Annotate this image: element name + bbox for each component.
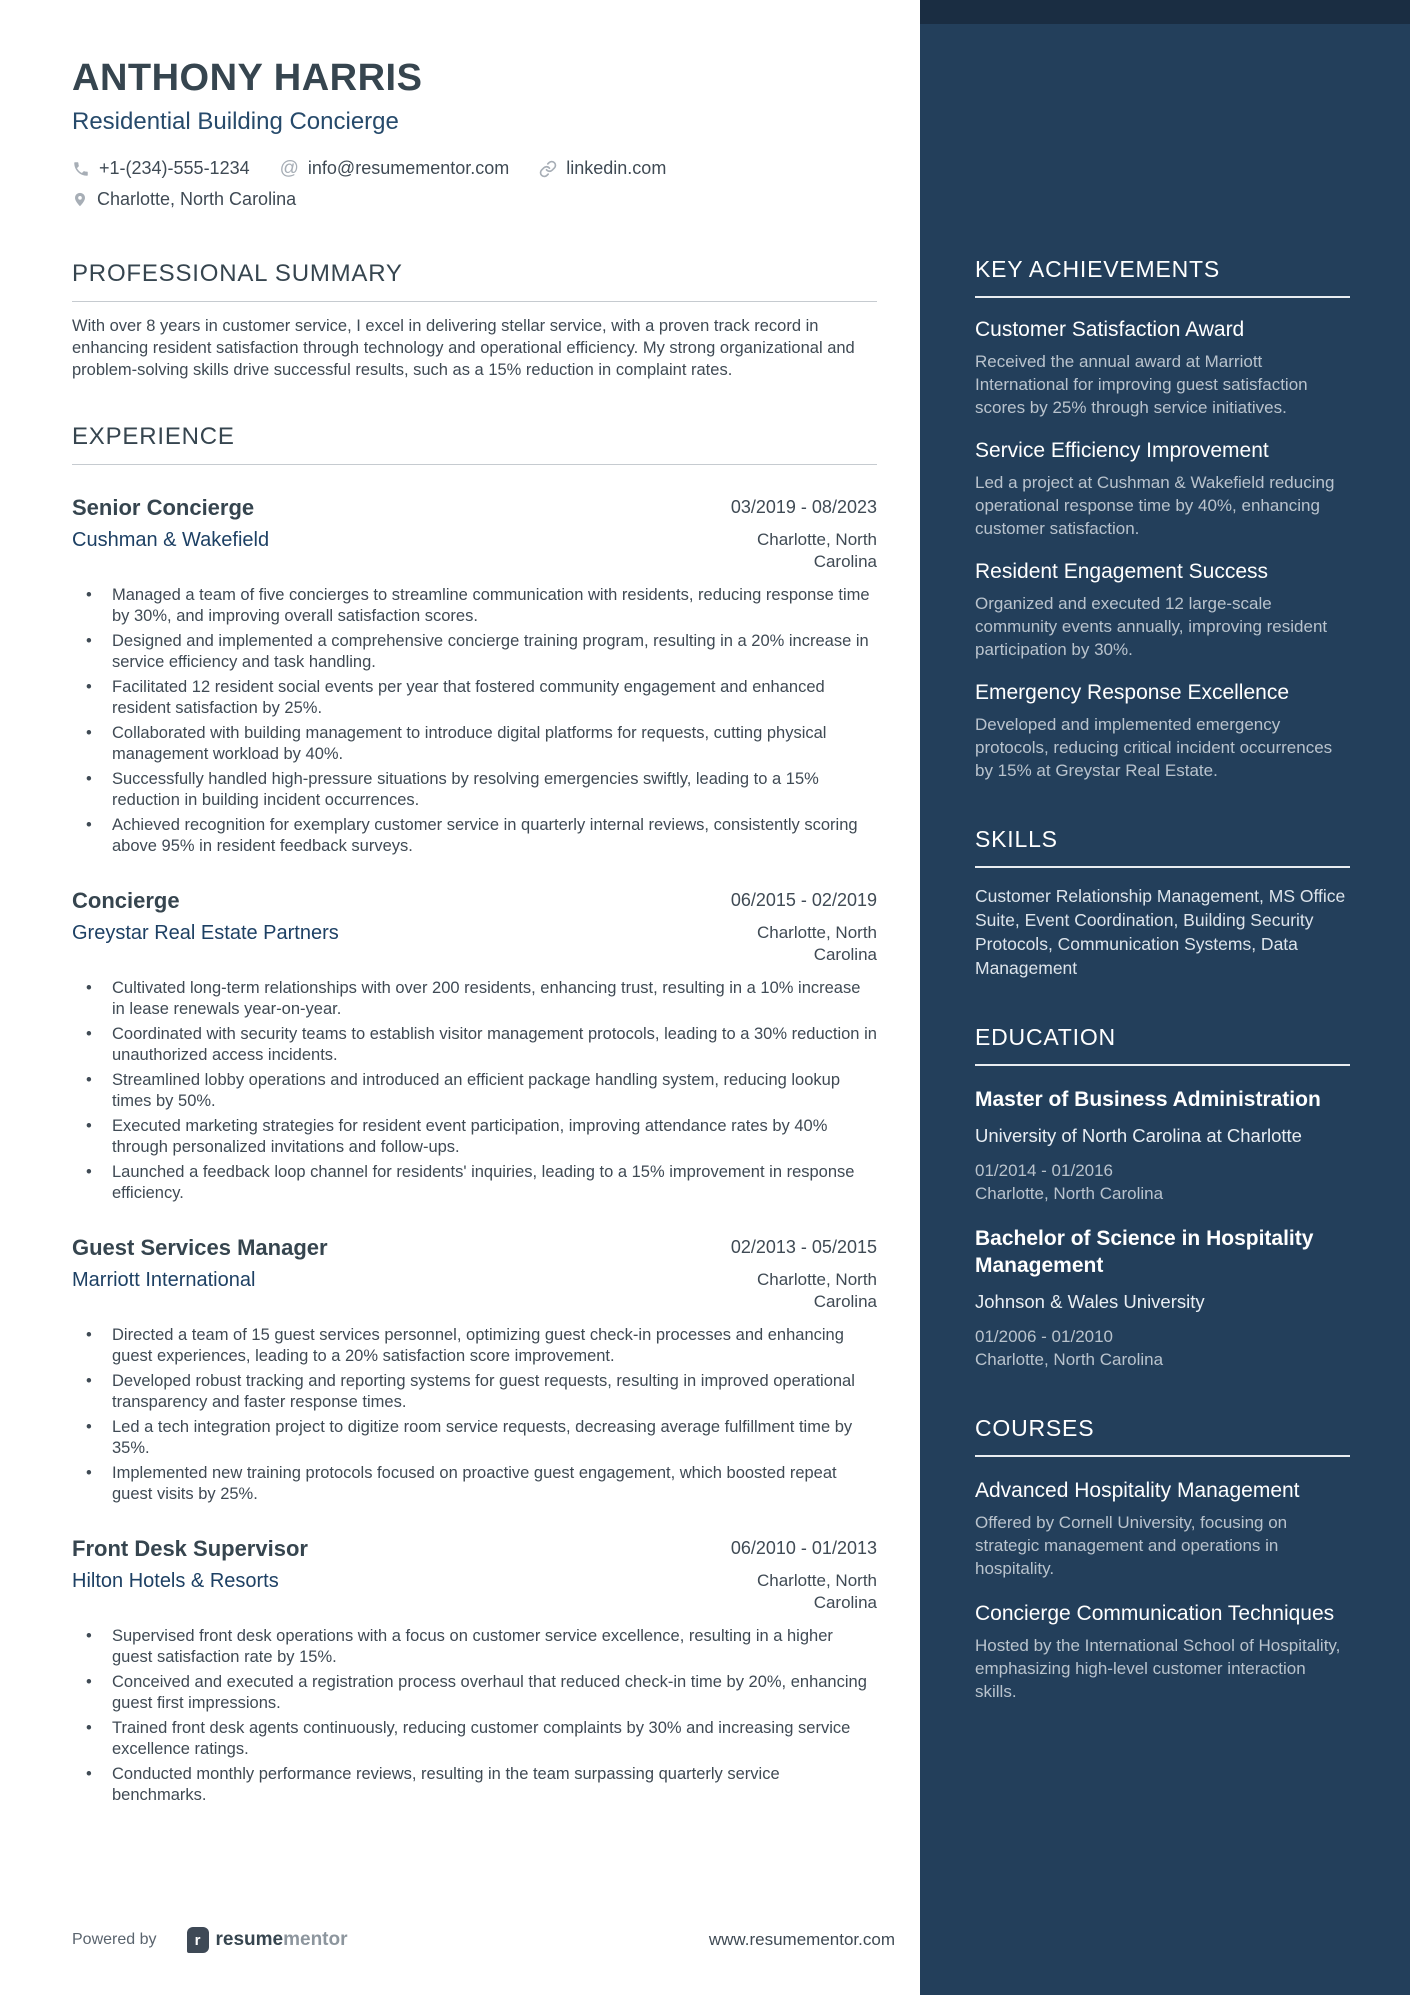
- job-subheader: [72, 1570, 877, 1614]
- job-bullet: • Streamlined lobby operations and introduced an efficient package handling system, reducing lookup times by 50%.: [72, 1070, 877, 1113]
- job-subheader: [72, 1269, 877, 1313]
- job-header: [72, 888, 877, 914]
- job-bullet: • Designed and implemented a comprehensive concierge training program, resulting in a 20% increase in service efficiency and task handling.: [72, 631, 877, 674]
- achievement-item: [975, 558, 1350, 661]
- achievement-text: Led a project at Cushman & Wakefield reducing operational response time by 40%, enhancing customer satisfaction.: [975, 473, 1335, 538]
- education-dates: 01/2006 - 01/2010: [975, 1327, 1114, 1346]
- education-school: Johnson & Wales University: [975, 1291, 1205, 1312]
- job-company: Cushman & Wakefield: [72, 528, 270, 551]
- sidebar: [920, 0, 1410, 1995]
- link-icon: [539, 160, 557, 178]
- achievement-text: Received the annual award at Marriott International for improving guest satisfaction scores by 25% through service initiatives.: [975, 352, 1308, 417]
- job-bullet: • Cultivated long-term relationships with over 200 residents, enhancing trust, resulting in a 10% increase in lease renewals year-on-year.: [72, 978, 877, 1021]
- course-item: [975, 1477, 1350, 1580]
- job-location: Charlotte, North Carolina: [757, 922, 877, 964]
- location-text: Charlotte, North Carolina: [97, 188, 297, 209]
- phone-icon: [72, 160, 90, 178]
- education-degree: Bachelor of Science in Hospitality Management: [975, 1227, 1314, 1277]
- job-bullets: [72, 1325, 877, 1506]
- skills-text: Customer Relationship Management, MS Office Suite, Event Coordination, Building Security Protocols, Communication Systems, Data Management: [975, 886, 1346, 978]
- achievement-title: Emergency Response Excellence: [975, 681, 1289, 704]
- page-footer: [72, 1927, 895, 1953]
- courses-section: [975, 1415, 1350, 1703]
- education-item: [975, 1086, 1350, 1205]
- brand-name-bold: resume: [215, 1929, 284, 1950]
- course-item: [975, 1600, 1350, 1703]
- course-title: Concierge Communication Techniques: [975, 1602, 1335, 1625]
- job-header: [72, 495, 877, 521]
- brand-name-light: mentor: [283, 1929, 348, 1950]
- skills-heading: SKILLS: [975, 826, 1350, 868]
- job-title: Concierge: [72, 887, 180, 913]
- job-dates: 03/2019 - 08/2023: [730, 496, 877, 517]
- experience-job: [72, 1235, 877, 1506]
- job-bullet: • Collaborated with building management to introduce digital platforms for requests, cutting physical management workload by 40%.: [72, 723, 877, 766]
- job-dates: 06/2010 - 01/2013: [730, 1537, 877, 1558]
- job-title: Front Desk Supervisor: [72, 1535, 308, 1561]
- summary-heading: PROFESSIONAL SUMMARY: [72, 260, 877, 302]
- education-location: Charlotte, North Carolina: [975, 1350, 1164, 1369]
- job-bullet: • Achieved recognition for exemplary customer service in quarterly internal reviews, consistently scoring above 95% in resident feedback surveys.: [72, 815, 877, 858]
- course-text: Offered by Cornell University, focusing on strategic management and operations in hospitality.: [975, 1513, 1288, 1578]
- job-location: Charlotte, North Carolina: [757, 1269, 877, 1311]
- summary-text: With over 8 years in customer service, I excel in delivering stellar service, with a proven track record in enhancing resident satisfaction through technology and operational efficiency. My strong organizational and problem-solving skills drive successful results, such as a 15% reduction in complaint rates.: [72, 316, 855, 379]
- job-bullet: • Trained front desk agents continuously, reducing customer complaints by 30% and increasing service excellence ratings.: [72, 1718, 877, 1761]
- job-header: [72, 1235, 877, 1261]
- job-company: Hilton Hotels & Resorts: [72, 1569, 279, 1592]
- job-bullet: • Launched a feedback loop channel for residents' inquiries, leading to a 15% improvement in response efficiency.: [72, 1162, 877, 1205]
- powered-by-label: Powered by: [72, 1931, 157, 1948]
- job-company: Marriott International: [72, 1268, 256, 1291]
- job-dates: 02/2013 - 05/2015: [730, 1236, 877, 1257]
- job-bullet: • Developed robust tracking and reporting systems for guest requests, resulting in improved operational transparency and faster response times.: [72, 1371, 877, 1414]
- job-bullet: • Successfully handled high-pressure situations by resolving emergencies swiftly, leading to a 15% reduction in building incident occurrences.: [72, 769, 877, 812]
- job-location: Charlotte, North Carolina: [757, 1570, 877, 1612]
- job-bullet: • Managed a team of five concierges to streamline communication with residents, reducing response time by 30%, and improving overall satisfaction scores.: [72, 585, 877, 628]
- location-row: [72, 189, 877, 210]
- job-subheader: [72, 529, 877, 573]
- resumementor-logo-icon: r: [187, 1927, 209, 1953]
- job-company: Greystar Real Estate Partners: [72, 921, 339, 944]
- experience-job: [72, 888, 877, 1205]
- location-contact: [72, 189, 296, 210]
- at-icon: @: [279, 157, 299, 179]
- job-bullet: • Supervised front desk operations with a focus on customer service excellence, resulting in a higher guest satisfaction rate by 15%.: [72, 1626, 877, 1669]
- job-bullets: [72, 585, 877, 858]
- brand-logo: [187, 1927, 348, 1953]
- education-school: University of North Carolina at Charlotte: [975, 1125, 1302, 1146]
- job-subheader: [72, 922, 877, 966]
- phone-number: +1-(234)-555-1234: [99, 158, 250, 179]
- experience-heading: EXPERIENCE: [72, 423, 877, 465]
- education-section: [975, 1024, 1350, 1371]
- job-header: [72, 1536, 877, 1562]
- linkedin-url[interactable]: linkedin.com: [566, 158, 667, 179]
- job-title: Guest Services Manager: [72, 1234, 328, 1260]
- achievement-item: [975, 437, 1350, 540]
- location-pin-icon: [72, 190, 88, 209]
- experience-job: [72, 1536, 877, 1807]
- job-bullet: • Implemented new training protocols focused on proactive guest engagement, which boosted repeat guest visits by 25%.: [72, 1463, 877, 1506]
- education-heading: EDUCATION: [975, 1024, 1350, 1066]
- job-bullets: [72, 978, 877, 1205]
- skills-section: [975, 826, 1350, 980]
- email-contact[interactable]: [280, 158, 510, 180]
- person-name: ANTHONY HARRIS: [72, 57, 423, 99]
- achievement-text: Developed and implemented emergency protocols, reducing critical incident occurrences by 15% at Greystar Real Estate.: [975, 715, 1333, 780]
- education-location: Charlotte, North Carolina: [975, 1184, 1164, 1203]
- education-item: [975, 1225, 1350, 1371]
- job-bullet: • Conceived and executed a registration process overhaul that reduced check-in time by 20%, enhancing guest first impressions.: [72, 1672, 877, 1715]
- courses-heading: COURSES: [975, 1415, 1350, 1457]
- linkedin-contact[interactable]: [539, 158, 666, 179]
- job-bullet: • Led a tech integration project to digitize room service requests, decreasing average fulfillment time by 35%.: [72, 1417, 877, 1460]
- education-degree: Master of Business Administration: [975, 1088, 1321, 1111]
- job-bullet: • Directed a team of 15 guest services personnel, optimizing guest check-in processes and enhancing guest experiences, leading to a 20% satisfaction score improvement.: [72, 1325, 877, 1368]
- job-location: Charlotte, North Carolina: [757, 529, 877, 571]
- achievement-item: [975, 679, 1350, 782]
- job-bullets: [72, 1626, 877, 1807]
- contact-row: [72, 158, 877, 180]
- job-bullet: • Coordinated with security teams to establish visitor management protocols, leading to a 30% reduction in unauthorized access incidents.: [72, 1024, 877, 1067]
- achievement-text: Organized and executed 12 large-scale community events annually, improving resident participation by 30%.: [975, 594, 1328, 659]
- job-bullet: • Facilitated 12 resident social events per year that fostered community engagement and enhanced resident satisfaction by 25%.: [72, 677, 877, 720]
- email-address[interactable]: info@resumementor.com: [307, 158, 510, 179]
- achievement-title: Service Efficiency Improvement: [975, 439, 1269, 462]
- course-title: Advanced Hospitality Management: [975, 1479, 1300, 1502]
- achievement-title: Resident Engagement Success: [975, 560, 1269, 583]
- achievements-heading: KEY ACHIEVEMENTS: [975, 256, 1350, 298]
- achievement-item: [975, 316, 1350, 419]
- achievements-section: [975, 256, 1350, 782]
- achievement-title: Customer Satisfaction Award: [975, 318, 1245, 341]
- job-title: Senior Concierge: [72, 494, 255, 520]
- experience-job: [72, 495, 877, 858]
- course-text: Hosted by the International School of Hospitality, emphasizing high-level customer interaction skills.: [975, 1636, 1341, 1701]
- phone-contact: [72, 158, 250, 179]
- job-bullet: • Executed marketing strategies for resident event participation, improving attendance rates by 40% through personalized invitations and follow-ups.: [72, 1116, 877, 1159]
- person-title: Residential Building Concierge: [72, 107, 399, 135]
- job-bullet: • Conducted monthly performance reviews, resulting in the team surpassing quarterly service benchmarks.: [72, 1764, 877, 1807]
- education-dates: 01/2014 - 01/2016: [975, 1161, 1114, 1180]
- footer-url[interactable]: www.resumementor.com: [708, 1930, 895, 1949]
- job-dates: 06/2015 - 02/2019: [730, 889, 877, 910]
